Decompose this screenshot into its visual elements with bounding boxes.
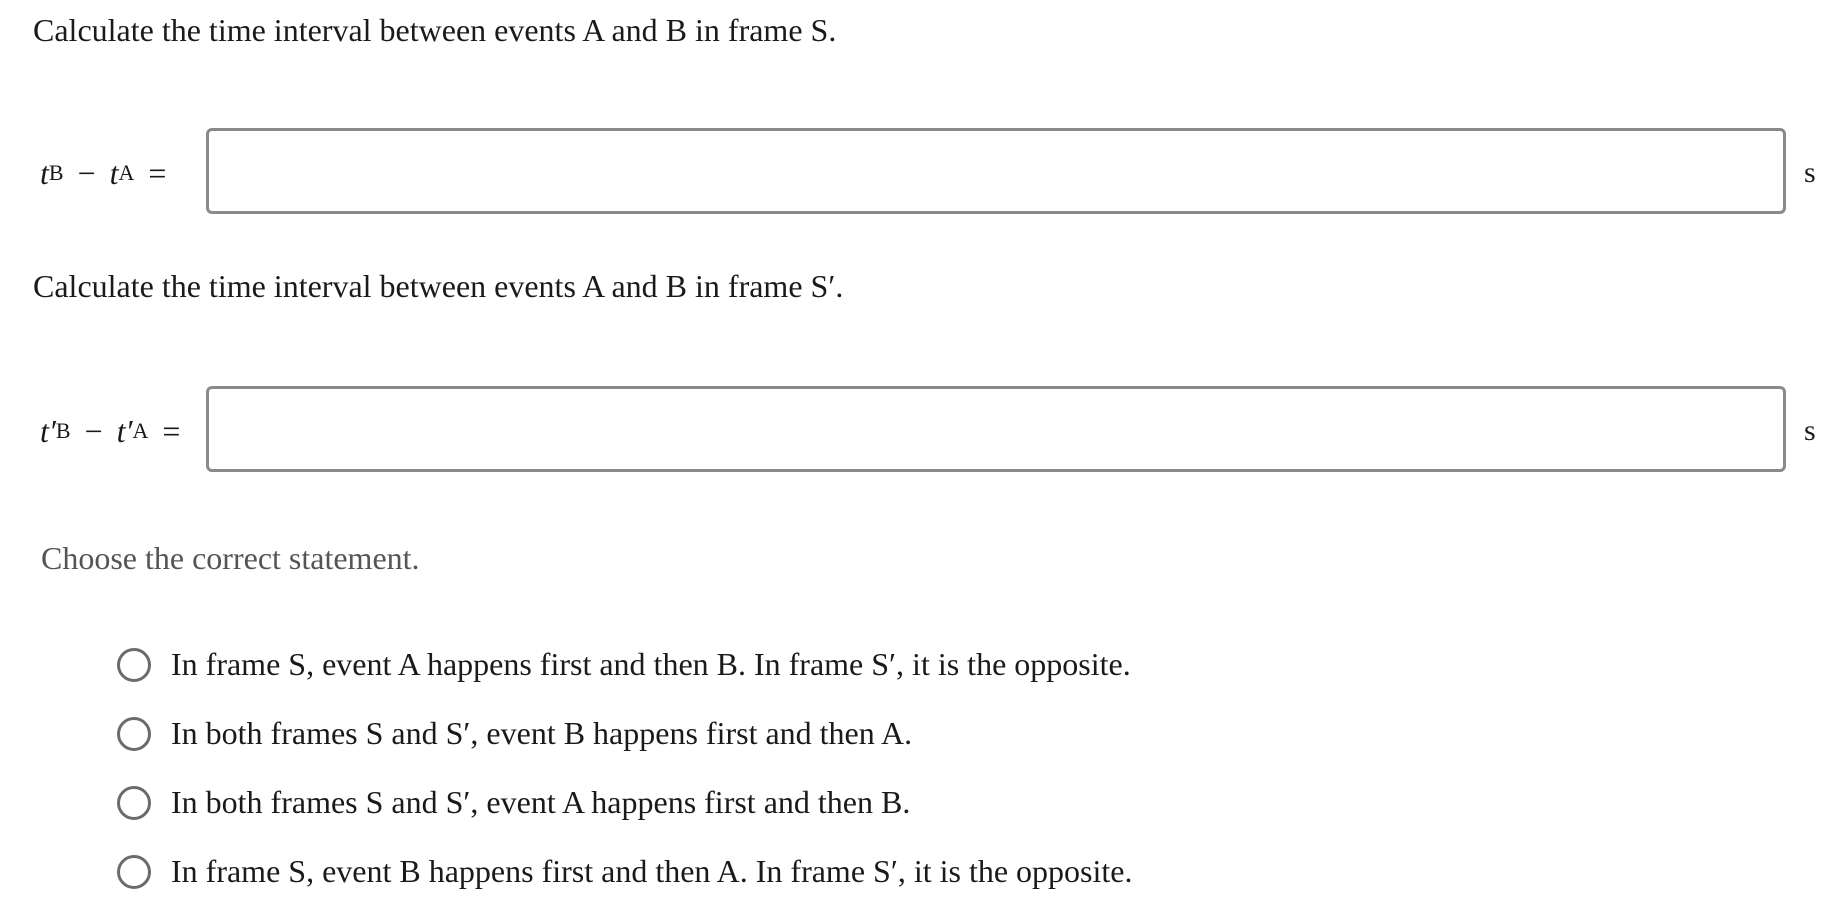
- statement-option-1[interactable]: [117, 630, 1132, 699]
- statement-option-3[interactable]: [117, 768, 1132, 837]
- statement-options: [117, 630, 1132, 906]
- statement-option-label: In frame S, event A happens first and then B. In frame S′, it is the opposite.: [171, 646, 1131, 682]
- minus-sign: −: [77, 154, 96, 191]
- question-1-unit: s: [1804, 156, 1816, 189]
- t-b-subscript: B: [48, 160, 64, 185]
- equals-sign: =: [162, 412, 181, 449]
- question-2-answer-row: [0, 386, 1843, 476]
- time-interval-s-prime-input[interactable]: [206, 386, 1786, 472]
- t-b-variable: t: [40, 154, 49, 191]
- statement-option-label: In both frames S and S′, event A happens first and then B.: [171, 784, 911, 820]
- question-2-prompt: Calculate the time interval between events A and B in frame S′.: [33, 268, 844, 304]
- statement-option-label: In frame S, event B happens first and then A. In frame S′, it is the opposite.: [171, 853, 1133, 889]
- question-1-equation-label: [40, 128, 180, 218]
- t-prime-b-subscript: B: [55, 418, 71, 443]
- radio-button[interactable]: [117, 855, 151, 889]
- time-interval-s-input[interactable]: [206, 128, 1786, 214]
- question-3-prompt: Choose the correct statement.: [41, 540, 420, 576]
- radio-button[interactable]: [117, 648, 151, 682]
- t-prime-b-variable: t′: [40, 412, 56, 449]
- question-2-unit: s: [1804, 414, 1816, 447]
- question-2-equation-label: [40, 386, 194, 476]
- question-1-prompt: Calculate the time interval between events A and B in frame S.: [33, 12, 837, 48]
- equals-sign: =: [148, 154, 167, 191]
- statement-option-4[interactable]: [117, 837, 1132, 906]
- radio-button[interactable]: [117, 717, 151, 751]
- t-prime-a-subscript: A: [132, 418, 149, 443]
- radio-button[interactable]: [117, 786, 151, 820]
- question-1-answer-row: [0, 128, 1843, 218]
- t-a-subscript: A: [118, 160, 135, 185]
- t-a-variable: t: [109, 154, 119, 191]
- statement-option-label: In both frames S and S′, event B happens first and then A.: [171, 715, 913, 751]
- statement-option-2[interactable]: [117, 699, 1132, 768]
- t-prime-a-variable: t′: [116, 412, 133, 449]
- minus-sign: −: [84, 412, 103, 449]
